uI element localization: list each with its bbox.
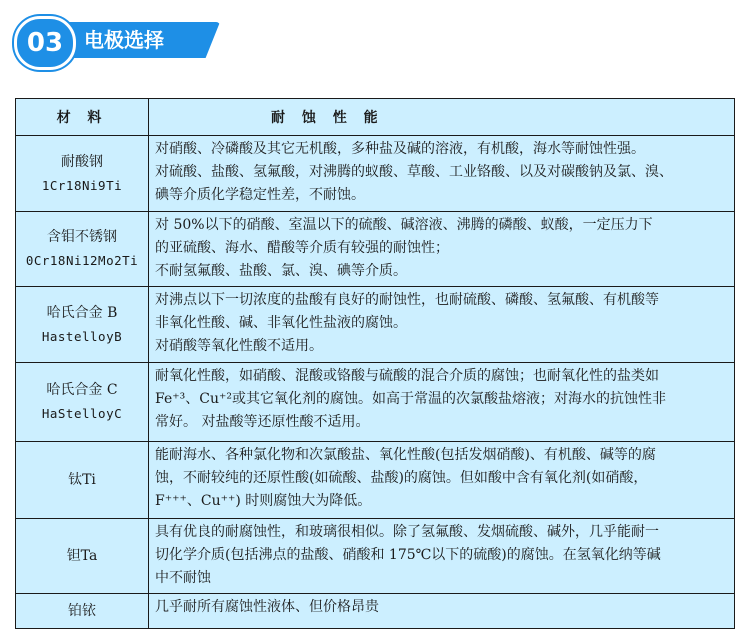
property-line: 蚀，不耐较纯的还原性酸(如硫酸、盐酸)的腐蚀。但如酸中含有氧化剂(如硝酸，	[155, 470, 648, 486]
material-name: 哈氏合金 C	[46, 382, 118, 398]
property-line: 非氧化性酸、碱、非氧化性盐液的腐蚀。	[155, 315, 407, 331]
property-line: 碘等介质化学稳定性差，不耐蚀。	[155, 187, 365, 203]
property-line: 能耐海水、各种氯化物和次氯酸盐、氧化性酸(包括发烟硝酸)、有机酸、碱等的腐	[155, 447, 656, 463]
section-title: 电极选择	[84, 28, 164, 52]
column-header-corrosion-resistance: 耐 蚀 性 能	[149, 99, 735, 136]
property-line: 不耐氢氟酸、盐酸、氯、溴、碘等介质。	[155, 263, 407, 279]
material-code: 1Cr18Ni9Ti	[41, 177, 123, 193]
property-line: Fe⁺³、Cu⁺²或其它氧化剂的腐蚀。如高于常温的次氯酸盐熔液；对海水的抗蚀性非	[155, 391, 666, 407]
table-row	[16, 136, 735, 212]
property-line: 具有优良的耐腐蚀性，和玻璃很相似。除了氢氟酸、发烟硫酸、碱外，几乎能耐一	[155, 524, 659, 540]
section-banner	[0, 12, 240, 68]
material-name: 含钼不锈钢	[47, 229, 117, 245]
property-line: 对硝酸等氧化性酸不适用。	[155, 338, 323, 354]
material-code: HaStelloyC	[41, 406, 123, 421]
electrode-corrosion-table	[15, 98, 735, 629]
material-cell	[16, 363, 149, 442]
property-cell	[149, 519, 735, 594]
property-line: 切化学介质(包括沸点的盐酸、硝酸和 175℃以下的硫酸)的腐蚀。在氢氧化纳等碱	[155, 547, 661, 563]
property-line: 常好。 对盐酸等还原性酸不适用。	[155, 414, 370, 430]
property-line: 对硝酸、冷磷酸及其它无机酸，多种盐及碱的溶液，有机酸，海水等耐蚀性强。	[155, 141, 645, 157]
material-cell	[16, 136, 149, 212]
property-cell	[149, 363, 735, 442]
property-line: 的亚硫酸、海水、醋酸等介质有较强的耐蚀性；	[155, 240, 449, 256]
table-row	[16, 287, 735, 363]
property-line: 对 50%以下的硝酸、室温以下的硫酸、碱溶液、沸腾的磷酸、蚁酸，一定压力下	[155, 217, 653, 233]
property-cell	[149, 287, 735, 363]
property-line: F⁺⁺⁺、Cu⁺⁺) 时则腐蚀大为降低。	[155, 493, 372, 509]
material-cell	[16, 287, 149, 363]
section-number-badge: 03	[14, 16, 76, 70]
material-name: 哈氏合金 B	[46, 304, 118, 321]
property-line: 对硫酸、盐酸、氢氟酸，对沸腾的蚁酸、草酸、工业铬酸、以及对碳酸钠及氯、溴、	[155, 164, 673, 180]
material-code: 0Cr18Ni12Mo2Ti	[25, 253, 139, 268]
material-cell	[16, 442, 149, 519]
property-line: 中不耐蚀	[155, 570, 211, 586]
property-cell	[149, 212, 735, 287]
table-header-row	[16, 99, 735, 136]
table-row	[16, 594, 735, 629]
electrode-table-container	[15, 98, 735, 629]
material-code: HastelloyB	[41, 328, 123, 344]
material-name: 耐酸钢	[61, 153, 103, 170]
table-row	[16, 363, 735, 442]
table-row	[16, 442, 735, 519]
material-name: 钽Ta	[66, 548, 98, 564]
column-header-material: 材 料	[16, 99, 149, 136]
property-line: 对沸点以下一切浓度的盐酸有良好的耐蚀性，也耐硫酸、磷酸、氢氟酸、有机酸等	[155, 292, 659, 308]
material-name: 铂铱	[68, 603, 96, 619]
property-cell	[149, 442, 735, 519]
property-cell	[149, 594, 735, 629]
material-cell	[16, 212, 149, 287]
table-row	[16, 519, 735, 594]
material-name: 钛Ti	[68, 472, 96, 488]
property-line: 耐氧化性酸，如硝酸、混酸或铬酸与硫酸的混合介质的腐蚀；也耐氧化性的盐类如	[155, 368, 659, 384]
material-cell	[16, 594, 149, 629]
table-row	[16, 212, 735, 287]
property-cell	[149, 136, 735, 212]
material-cell	[16, 519, 149, 594]
property-line: 几乎耐所有腐蚀性液体、但价格昂贵	[155, 599, 379, 615]
